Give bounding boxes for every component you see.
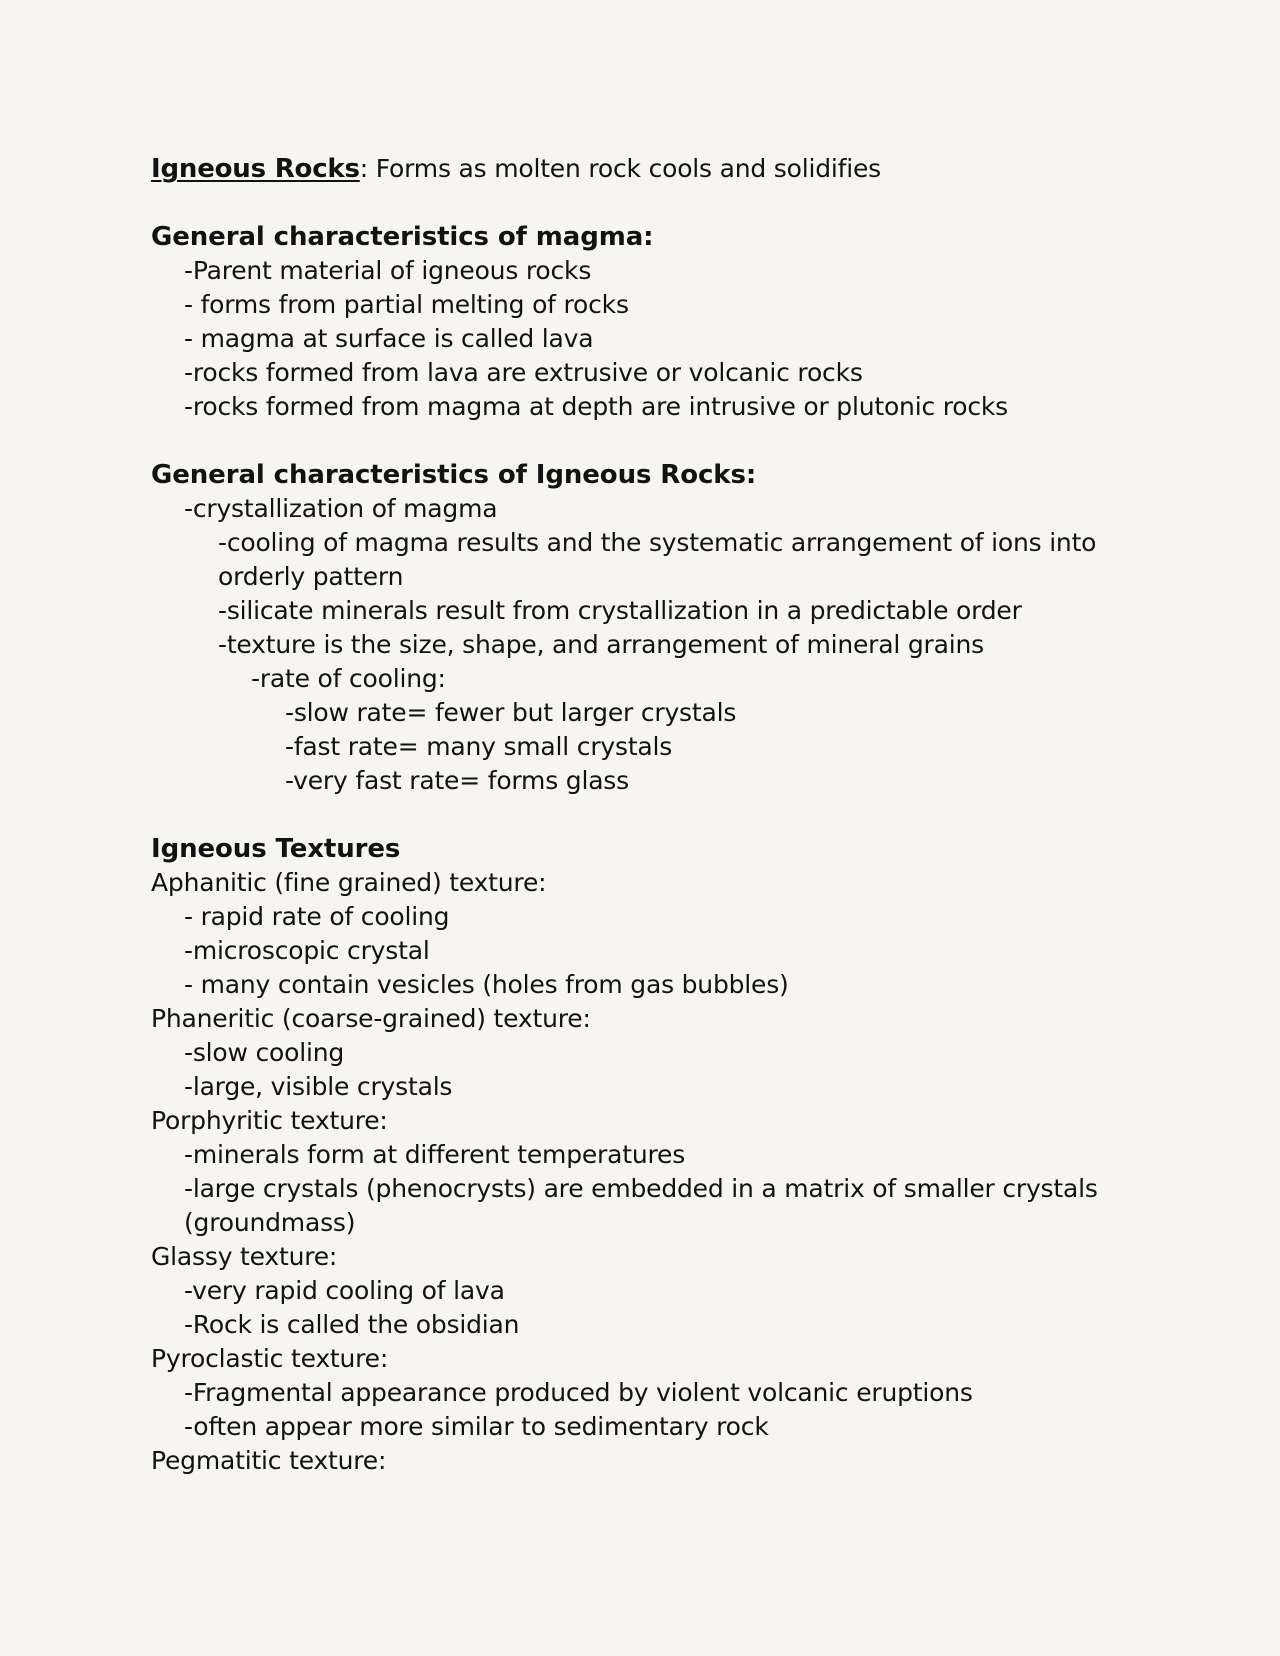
rate-of-cooling-heading: -rate of cooling: — [251, 664, 446, 693]
porphyritic-item: (groundmass) — [184, 1208, 356, 1237]
igneous-rocks-heading: General characteristics of Igneous Rocks: — [151, 460, 757, 490]
rate-item: -fast rate= many small crystals — [285, 732, 673, 761]
phaneritic-item: -slow cooling — [184, 1038, 345, 1067]
phaneritic-item: -large, visible crystals — [184, 1072, 453, 1101]
spacer — [151, 186, 1151, 220]
rate-item: -slow rate= fewer but larger crystals — [285, 698, 737, 727]
pyroclastic-item: -Fragmental appearance produced by violent volcanic eruptions — [184, 1378, 973, 1407]
pyroclastic-label: Pyroclastic texture: — [151, 1344, 389, 1373]
magma-item: -Parent material of igneous rocks — [184, 256, 592, 285]
aphanitic-item: -microscopic crystal — [184, 936, 430, 965]
cooling-item-line1: -cooling of magma results and the systematic arrangement of ions into — [218, 528, 1097, 557]
pegmatitic-label: Pegmatitic texture: — [151, 1446, 387, 1475]
rate-item: -very fast rate= forms glass — [285, 766, 629, 795]
title-term: Igneous Rocks — [151, 154, 360, 184]
porphyritic-item: -minerals form at different temperatures — [184, 1140, 686, 1169]
aphanitic-item: - rapid rate of cooling — [184, 902, 450, 931]
notes-content — [151, 152, 1151, 1478]
aphanitic-item: - many contain vesicles (holes from gas bubbles) — [184, 970, 789, 999]
cooling-item-line2: orderly pattern — [218, 562, 404, 591]
crystallization-item: -crystallization of magma — [184, 494, 498, 523]
magma-item: -rocks formed from lava are extrusive or volcanic rocks — [184, 358, 863, 387]
glassy-item: -very rapid cooling of lava — [184, 1276, 505, 1305]
spacer — [151, 424, 1151, 458]
magma-item: - forms from partial melting of rocks — [184, 290, 629, 319]
silicate-item: -silicate minerals result from crystallization in a predictable order — [218, 596, 1022, 625]
texture-item: -texture is the size, shape, and arrangement of mineral grains — [218, 630, 984, 659]
title-line — [151, 152, 1151, 186]
pyroclastic-item: -often appear more similar to sedimentary rock — [184, 1412, 769, 1441]
textures-heading: Igneous Textures — [151, 834, 401, 864]
phaneritic-label: Phaneritic (coarse-grained) texture: — [151, 1004, 591, 1033]
glassy-label: Glassy texture: — [151, 1242, 338, 1271]
spacer — [151, 798, 1151, 832]
porphyritic-item: -large crystals (phenocrysts) are embedded in a matrix of smaller crystals — [184, 1174, 1098, 1203]
magma-heading: General characteristics of magma: — [151, 222, 654, 252]
porphyritic-label: Porphyritic texture: — [151, 1106, 388, 1135]
glassy-item: -Rock is called the obsidian — [184, 1310, 520, 1339]
magma-item: -rocks formed from magma at depth are intrusive or plutonic rocks — [184, 392, 1009, 421]
title-definition: : Forms as molten rock cools and solidifies — [359, 154, 881, 183]
magma-item: - magma at surface is called lava — [184, 324, 594, 353]
aphanitic-label: Aphanitic (fine grained) texture: — [151, 868, 547, 897]
